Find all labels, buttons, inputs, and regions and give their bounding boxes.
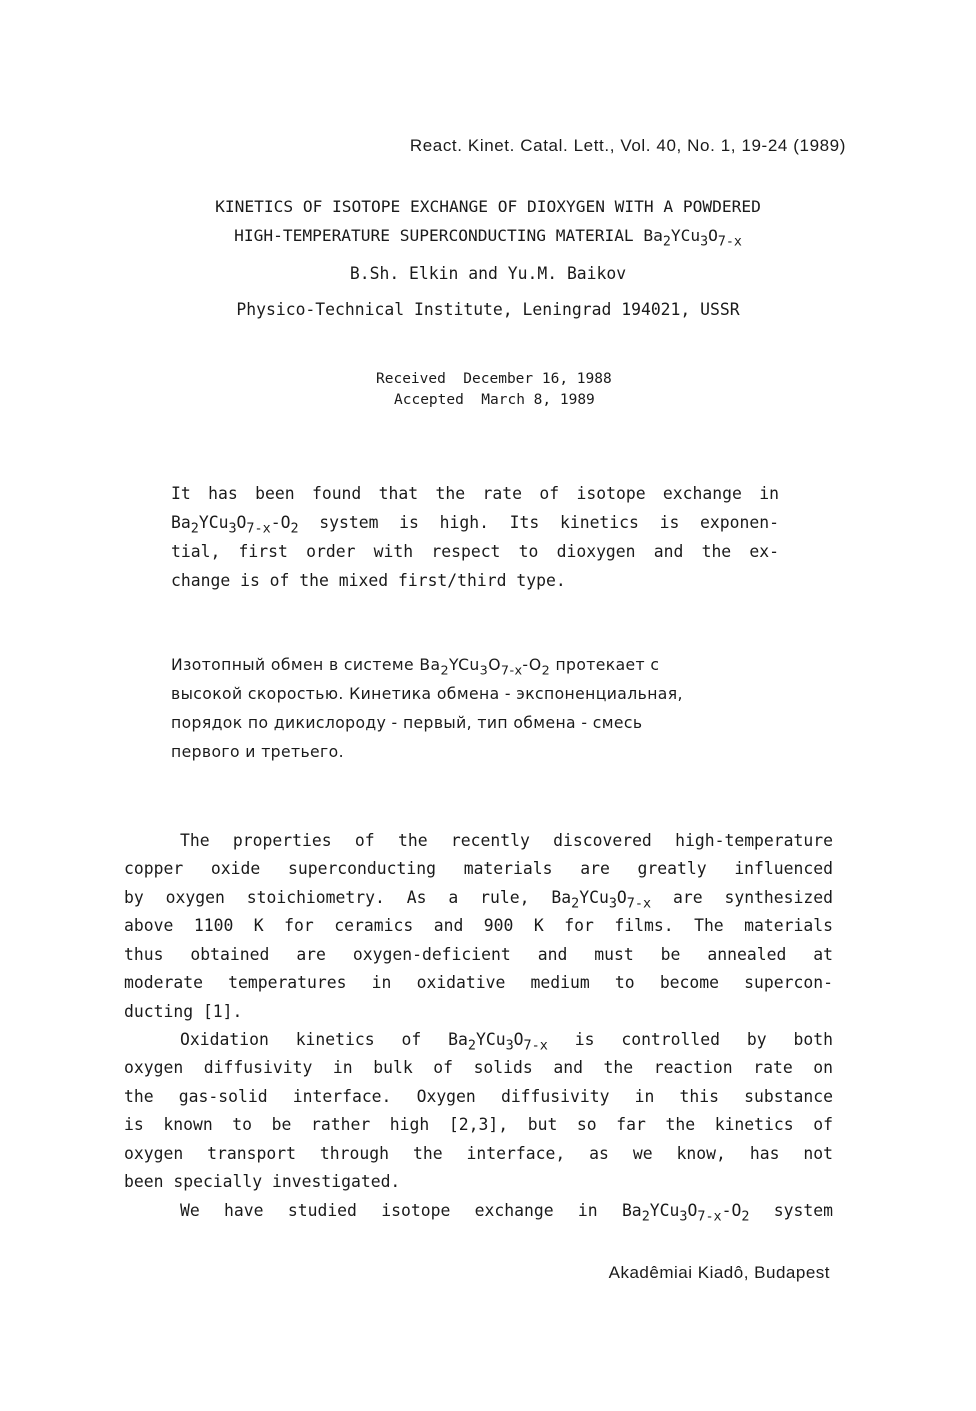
abstract-en-line-3: tial, first order with respect to dioxygen and the ex- — [171, 542, 779, 561]
body-p1-line-5: thus obtained are oxygen-deficient and must be annealed at — [124, 945, 833, 964]
body-p2-line-2: oxygen diffusivity in bulk of solids and the reaction rate on — [124, 1058, 833, 1077]
title-line-1: KINETICS OF ISOTOPE EXCHANGE OF DIOXYGEN WITH A POWDERED — [215, 197, 761, 216]
abstract-en-line-1: It has been found that the rate of isotope exchange in — [171, 484, 779, 503]
body-p1-line-4: above 1100 K for ceramics and 900 K for films. The materials — [124, 916, 833, 935]
abstract-en-line-2: $Ba_2YCu_3O_{7-x}-O_2$ system is high. Its kinetics is exponen- — [171, 513, 779, 537]
abstract-ru-line-2: высокой скоростью. Кинетика обмена - экспоненциальная, — [171, 685, 683, 703]
body-p1-line-6: moderate temperatures in oxidative medium to become supercon- — [124, 973, 833, 992]
accepted-date: Accepted March 8, 1989 — [394, 392, 595, 408]
body-p1-line-7: ducting [1]. — [124, 1002, 243, 1021]
received-date: Received December 16, 1988 — [376, 371, 612, 387]
body-p1-line-2: copper oxide superconducting materials are greatly influenced — [124, 859, 833, 878]
body-p2-line-1: Oxidation kinetics of $Ba_2YCu_3O_{7-x}$ is controlled by both — [180, 1030, 833, 1054]
abstract-ru-line-3: порядок по дикислороду - первый, тип обмена - смесь — [171, 714, 643, 732]
body-p2-line-3: the gas-solid interface. Oxygen diffusivity in this substance — [124, 1087, 833, 1106]
affiliation: Physico-Technical Institute, Leningrad 194021, USSR — [236, 300, 740, 319]
authors: B.Sh. Elkin and Yu.M. Baikov — [349, 264, 627, 283]
body-p2-line-5: oxygen transport through the interface, as we know, has not — [124, 1144, 833, 1163]
abstract-en-line-4: change is of the mixed first/third type. — [171, 571, 566, 590]
body-p1-line-1: The properties of the recently discovered high-temperature — [180, 831, 833, 850]
publisher: Akadêmiai Kiadô, Budapest — [608, 1263, 830, 1282]
abstract-ru-line-1: Изотопный обмен в системе $Ba_2YCu_3O_{7-x}-O_2$ протекает с — [171, 656, 660, 679]
body-p2-line-4: is known to be rather high [2,3], but so far the kinetics of — [124, 1115, 833, 1134]
body-p3-line-1: We have studied isotope exchange in $Ba_2YCu_3O_{7-x}-O_2$ system — [180, 1201, 834, 1225]
journal-citation: React. Kinet. Catal. Lett., Vol. 40, No. 1, 19-24 (1989) — [409, 136, 846, 155]
abstract-ru-line-4: первого и третьего. — [171, 743, 344, 761]
body-p2-line-6: been specially investigated. — [124, 1172, 401, 1191]
title-line-2: HIGH-TEMPERATURE SUPERCONDUCTING MATERIAL $Ba_2YCu_3O_{7-x}$ — [234, 226, 742, 250]
body-p1-line-3: by oxygen stoichiometry. As a rule, $Ba_2YCu_3O_{7-x}$ are synthesized — [124, 888, 834, 912]
